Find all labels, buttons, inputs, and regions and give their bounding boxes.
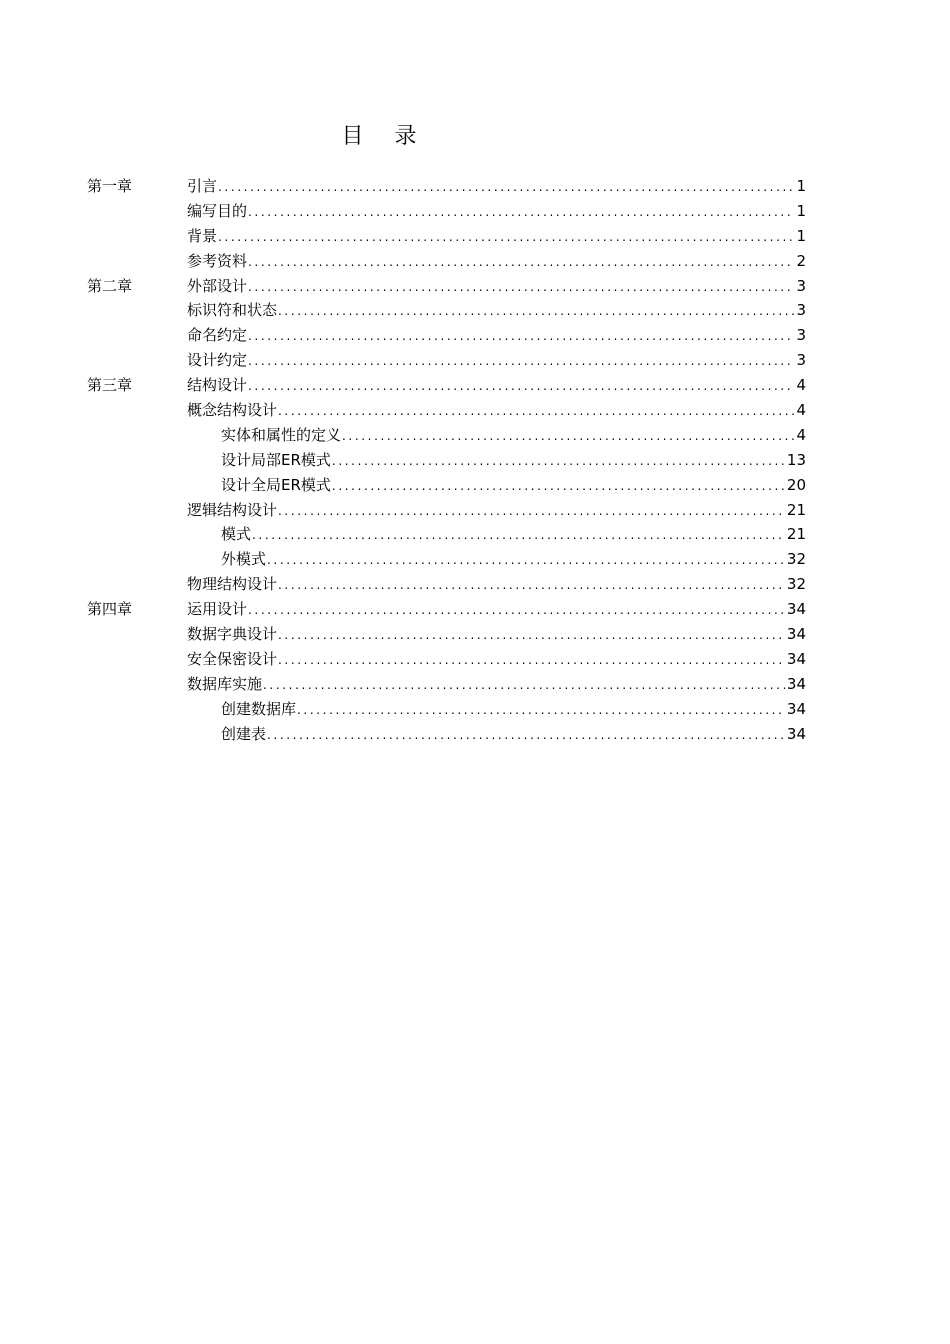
toc-page-number: 2	[796, 251, 806, 270]
toc-row	[0, 597, 950, 622]
toc-entry-link[interactable]	[187, 249, 806, 275]
toc-row	[0, 473, 950, 498]
toc-entry-link[interactable]	[187, 672, 806, 698]
toc-entry-title: 参考资料	[187, 251, 248, 270]
toc-entry-link[interactable]	[221, 722, 806, 748]
toc-row	[0, 274, 950, 299]
toc-row	[0, 423, 950, 448]
toc-row	[0, 348, 950, 373]
toc-page-number: 34	[786, 699, 806, 718]
toc-page-number: 34	[786, 649, 806, 668]
toc-page-number: 3	[796, 276, 806, 295]
toc-page-number: 1	[796, 226, 806, 245]
toc-row	[0, 199, 950, 224]
toc-entry-title: 创建表	[221, 724, 267, 743]
toc-row	[0, 622, 950, 647]
dot-leader	[278, 648, 785, 673]
toc-entry-title: 数据字典设计	[187, 625, 278, 644]
toc-page-number: 1	[796, 201, 806, 220]
toc-page-number: 34	[786, 625, 806, 644]
toc-row	[0, 174, 950, 199]
toc-entry-title: 引言	[187, 177, 218, 195]
dot-leader	[218, 175, 794, 200]
toc-entry-title: 外模式	[221, 550, 267, 569]
table-of-contents	[0, 174, 950, 746]
toc-entry-link[interactable]	[187, 199, 806, 225]
toc-entry-title: 物理结构设计	[187, 575, 278, 594]
toc-page-number: 34	[786, 674, 806, 693]
dot-leader	[267, 723, 785, 748]
toc-entry-link[interactable]	[187, 174, 806, 200]
toc-entry-title: 设计约定	[187, 351, 248, 370]
toc-entry-link[interactable]	[187, 274, 806, 300]
toc-entry-title: 概念结构设计	[187, 401, 278, 420]
toc-row	[0, 547, 950, 572]
dot-leader	[278, 573, 785, 598]
toc-entry-link[interactable]	[221, 522, 806, 548]
dot-leader	[278, 299, 794, 324]
chapter-label: 第二章	[87, 276, 133, 295]
toc-row	[0, 522, 950, 547]
toc-row	[0, 647, 950, 672]
toc-entry-link[interactable]	[187, 398, 806, 424]
toc-row	[0, 697, 950, 722]
toc-page-number: 3	[796, 301, 806, 320]
toc-row	[0, 498, 950, 523]
toc-row	[0, 249, 950, 274]
toc-page-number: 4	[796, 401, 806, 420]
toc-row	[0, 572, 950, 597]
toc-entry-link[interactable]	[187, 224, 806, 250]
toc-entry-title: 数据库实施	[187, 674, 263, 693]
toc-entry-link[interactable]	[221, 697, 806, 723]
toc-page-number: 4	[796, 425, 806, 444]
toc-entry-title: 设计局部ER模式	[221, 450, 331, 469]
toc-page-number: 21	[786, 525, 806, 544]
toc-entry-link[interactable]	[221, 423, 806, 449]
toc-row	[0, 298, 950, 323]
dot-leader	[278, 399, 794, 424]
dot-leader	[278, 623, 785, 648]
dot-leader	[218, 225, 794, 250]
chapter-label: 第三章	[87, 376, 133, 395]
chapter-label: 第一章	[87, 177, 133, 195]
dot-leader	[248, 324, 794, 349]
toc-entry-link[interactable]	[221, 473, 806, 499]
toc-entry-title: 命名约定	[187, 326, 248, 345]
toc-page-number: 20	[786, 475, 806, 494]
page-title: 目 录	[341, 124, 429, 149]
toc-page-number: 34	[786, 724, 806, 743]
toc-entry-title: 设计全局ER模式	[221, 475, 331, 494]
toc-entry-link[interactable]	[187, 597, 806, 623]
toc-page-number: 4	[796, 376, 806, 395]
toc-page-number: 13	[786, 450, 806, 469]
toc-entry-link[interactable]	[187, 348, 806, 374]
toc-row	[0, 224, 950, 249]
toc-entry-link[interactable]	[187, 323, 806, 349]
dot-leader	[248, 349, 794, 374]
toc-page-number: 32	[786, 575, 806, 594]
toc-row	[0, 373, 950, 398]
dot-leader	[278, 499, 785, 524]
toc-entry-title: 模式	[221, 525, 252, 544]
toc-page-number: 3	[796, 351, 806, 370]
toc-page-number: 3	[796, 326, 806, 345]
toc-entry-title: 实体和属性的定义	[221, 425, 342, 444]
toc-entry-link[interactable]	[187, 498, 806, 524]
toc-row	[0, 448, 950, 473]
dot-leader	[248, 374, 794, 399]
toc-entry-title: 结构设计	[187, 376, 248, 395]
toc-page-number: 21	[786, 500, 806, 519]
toc-entry-link[interactable]	[187, 622, 806, 648]
toc-entry-title: 安全保密设计	[187, 649, 278, 668]
toc-entry-title: 运用设计	[187, 600, 248, 619]
toc-row	[0, 398, 950, 423]
toc-entry-title: 外部设计	[187, 276, 248, 295]
dot-leader	[248, 598, 785, 623]
dot-leader	[342, 424, 794, 449]
dot-leader	[267, 548, 785, 573]
dot-leader	[332, 474, 785, 499]
chapter-label: 第四章	[87, 600, 133, 619]
toc-entry-link[interactable]	[187, 298, 806, 324]
toc-row	[0, 722, 950, 747]
dot-leader	[297, 698, 785, 723]
dot-leader	[248, 275, 794, 300]
toc-entry-link[interactable]	[187, 572, 806, 598]
toc-page-number: 34	[786, 600, 806, 619]
toc-entry-title: 标识符和状态	[187, 301, 278, 320]
toc-entry-link[interactable]	[221, 547, 806, 573]
dot-leader	[248, 200, 794, 225]
dot-leader	[248, 250, 794, 275]
dot-leader	[252, 523, 785, 548]
toc-entry-title: 创建数据库	[221, 699, 297, 718]
toc-entry-title: 逻辑结构设计	[187, 500, 278, 519]
toc-entry-link[interactable]	[187, 647, 806, 673]
toc-entry-title: 背景	[187, 226, 218, 245]
dot-leader	[332, 449, 785, 474]
toc-row	[0, 672, 950, 697]
toc-row	[0, 323, 950, 348]
toc-page-number: 32	[786, 550, 806, 569]
toc-page-number: 1	[796, 177, 806, 195]
toc-entry-title: 编写目的	[187, 201, 248, 220]
toc-entry-link[interactable]	[187, 373, 806, 399]
dot-leader	[263, 673, 785, 698]
toc-entry-link[interactable]	[221, 448, 806, 474]
